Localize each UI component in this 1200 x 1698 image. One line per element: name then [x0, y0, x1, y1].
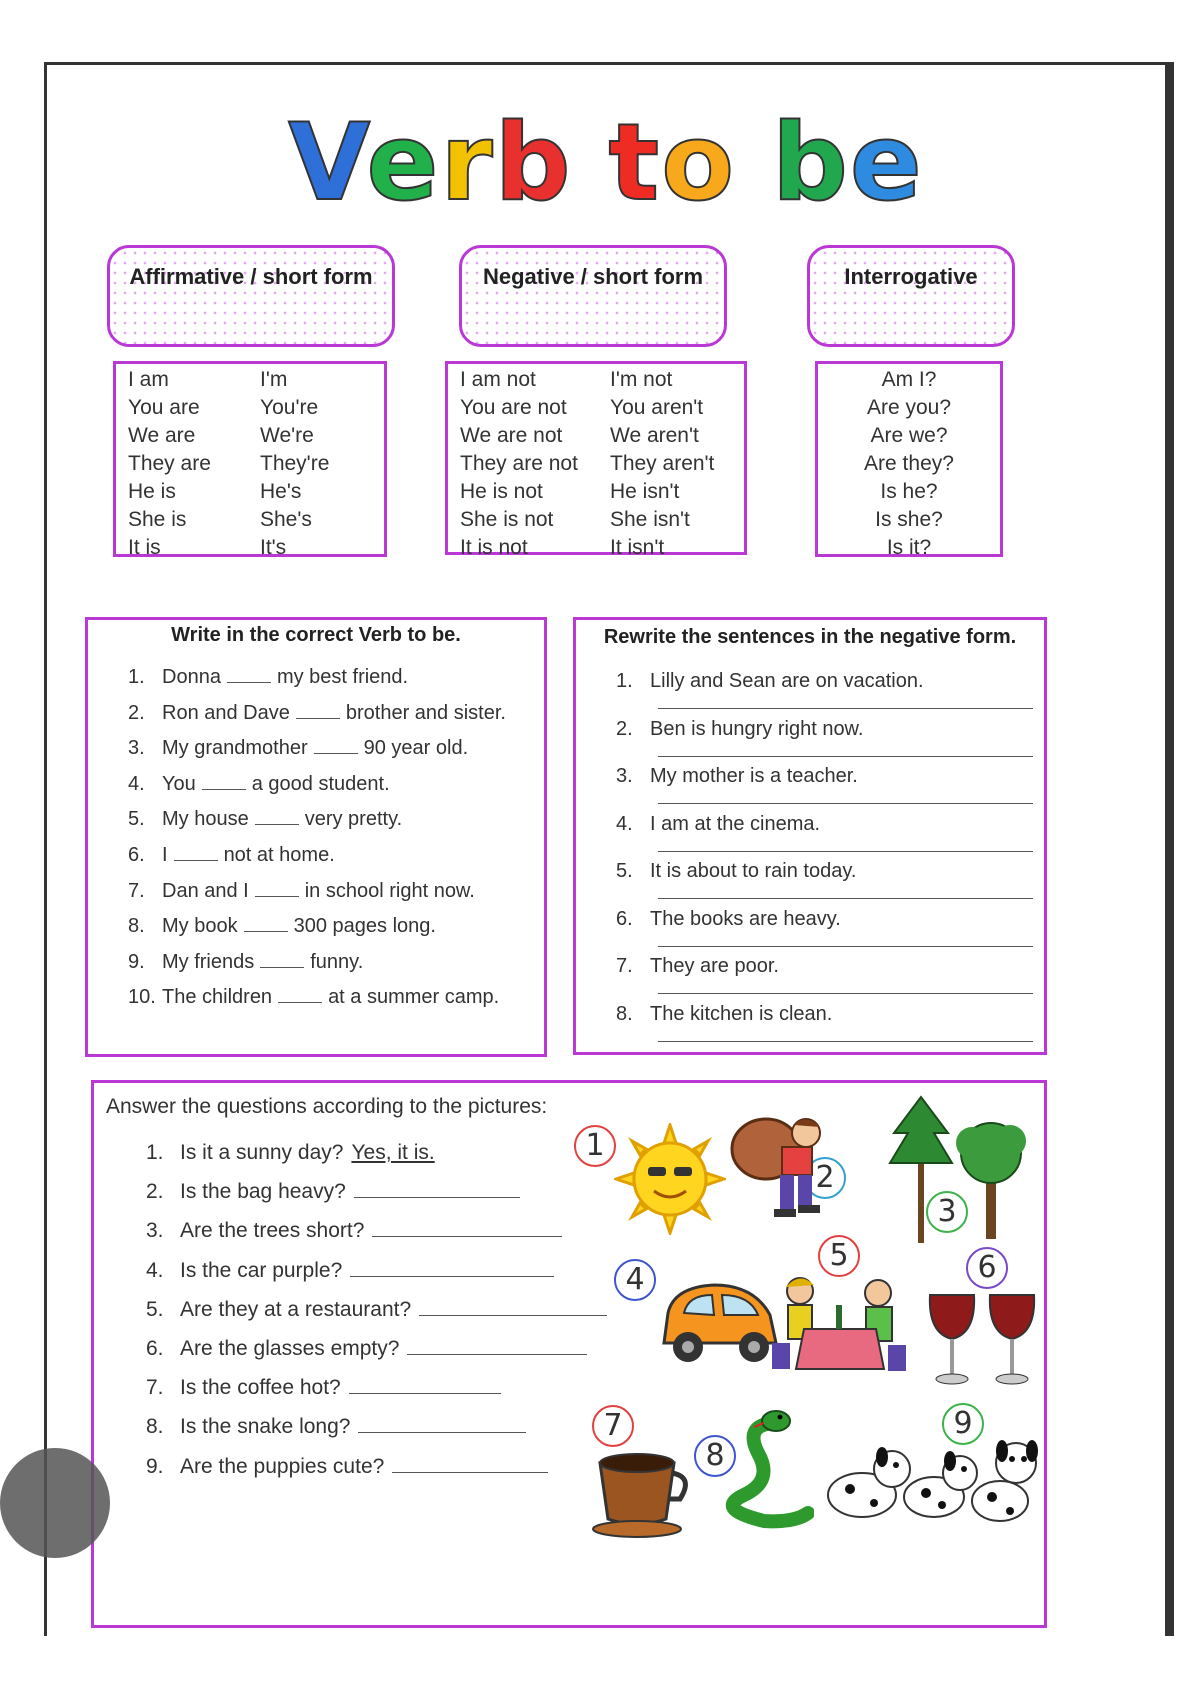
negative-table	[445, 361, 747, 559]
conjugation-row	[116, 506, 384, 534]
exercise-correct-verb	[85, 617, 547, 1057]
full-form: It is not	[460, 536, 528, 559]
item-number: 5.	[128, 808, 145, 831]
question-form: Is she?	[875, 508, 943, 531]
title-letter: e	[849, 101, 924, 224]
sun-icon	[614, 1123, 726, 1235]
answer-blank[interactable]	[358, 1431, 526, 1433]
picture-number: 4	[614, 1259, 656, 1301]
question-form: Is it?	[886, 536, 932, 559]
sentence-start: I	[162, 844, 168, 866]
question: Are the glasses empty?	[180, 1337, 400, 1360]
item-number: 10.	[128, 986, 156, 1009]
short-form: We aren't	[610, 424, 699, 447]
exercise3-item	[146, 1376, 501, 1400]
item-number: 7.	[616, 955, 633, 977]
exercise2-item	[616, 1003, 832, 1026]
picture-number: 3	[926, 1191, 968, 1233]
exercise-negative-form	[573, 617, 1047, 1055]
exercise3-item	[146, 1415, 526, 1439]
trees-icon	[884, 1093, 1034, 1243]
item-number: 3.	[146, 1219, 164, 1243]
exercise3-item	[146, 1337, 587, 1361]
conjugation-row	[448, 394, 744, 422]
answer-blank[interactable]	[278, 1001, 322, 1003]
answer-line[interactable]	[658, 756, 1033, 757]
sentence: My mother is a teacher.	[650, 765, 858, 787]
item-number: 8.	[146, 1415, 164, 1439]
item-number: 1.	[128, 666, 145, 688]
full-form: They are	[128, 452, 211, 475]
answer-blank[interactable]	[227, 681, 271, 683]
answer-blank[interactable]	[350, 1275, 554, 1277]
puppies-icon	[822, 1423, 1042, 1533]
sentence-end: 90 year old.	[363, 737, 469, 760]
sentence: Lilly and Sean are on vacation.	[650, 670, 924, 692]
sentence: The kitchen is clean.	[650, 1002, 833, 1025]
sentence: The books are heavy.	[650, 907, 841, 930]
title-letter: r	[440, 101, 495, 224]
title-letter: V	[288, 101, 367, 224]
full-form: We are	[128, 424, 196, 447]
sentence-start: Dan and I	[162, 879, 249, 902]
question: Are the trees short?	[180, 1219, 365, 1243]
sentence-end: a good student.	[251, 772, 390, 795]
exercise2-item	[616, 765, 858, 788]
exercise1-item	[128, 773, 390, 796]
exercise1-item	[128, 915, 436, 938]
sentence-start: You	[162, 772, 196, 795]
conjugation-row	[448, 534, 744, 562]
title-letter: e	[366, 101, 441, 224]
answer-line[interactable]	[658, 1041, 1033, 1042]
short-form: It's	[260, 536, 287, 559]
item-number: 9.	[128, 950, 145, 973]
sentence-end: my best friend.	[276, 666, 409, 688]
answer-blank[interactable]	[202, 788, 246, 790]
affirmative-header-label: Affirmative / short form	[129, 264, 373, 289]
exercise3-item	[146, 1180, 520, 1204]
sentence-start: Donna	[162, 666, 221, 688]
item-number: 2.	[616, 717, 633, 740]
exercise2-item	[616, 718, 863, 741]
coffee-cup-icon	[590, 1433, 700, 1543]
short-form: She isn't	[610, 508, 690, 531]
exercise1-item	[128, 844, 335, 867]
item-number: 3.	[128, 737, 145, 760]
short-form: You're	[260, 396, 319, 419]
conjugation-row	[116, 366, 384, 394]
answer-line[interactable]	[658, 708, 1033, 709]
title-letter: o	[661, 101, 737, 224]
negative-header-label: Negative / short form	[482, 264, 704, 289]
item-number: 1.	[616, 670, 633, 692]
conjugation-row	[116, 450, 384, 478]
question-form: Are they?	[864, 452, 954, 475]
item-number: 4.	[128, 772, 145, 795]
picture-number: 7	[592, 1405, 634, 1447]
short-form: You aren't	[610, 396, 704, 419]
question: Is the coffee hot?	[180, 1376, 341, 1400]
item-number: 2.	[128, 701, 145, 724]
title-letter: t	[608, 101, 662, 224]
negative-header	[459, 245, 727, 347]
sentence-end: funny.	[310, 950, 364, 973]
picture-number: 9	[942, 1403, 984, 1445]
item-number: 2.	[146, 1180, 164, 1204]
item-number: 5.	[616, 860, 633, 882]
item-number: 3.	[616, 765, 633, 787]
answer-line[interactable]	[658, 851, 1033, 852]
title-letter: b	[772, 101, 850, 224]
worksheet	[44, 62, 1168, 1646]
item-number: 8.	[128, 915, 145, 938]
sentence-start: The children	[162, 986, 273, 1009]
answer-blank[interactable]	[354, 1196, 520, 1198]
exercise2-item	[616, 908, 841, 931]
exercise1-item	[128, 880, 475, 903]
question: Are the puppies cute?	[180, 1454, 385, 1478]
exercise1-item	[128, 951, 363, 974]
conjugation-row	[448, 478, 744, 506]
answer-text: Yes, it is.	[351, 1141, 435, 1164]
conjugation-row	[116, 534, 384, 562]
exercise1-item	[128, 808, 402, 831]
exercise2-item	[616, 955, 779, 978]
interrogative-header-label: Interrogative	[844, 264, 978, 289]
short-form: She's	[260, 508, 312, 531]
sentence: I am at the cinema.	[650, 812, 821, 835]
sentence-end: not at home.	[223, 844, 335, 866]
question-form: Is he?	[880, 480, 938, 503]
full-form: You are	[128, 396, 200, 419]
conjugation-row	[116, 394, 384, 422]
exercise1-item	[128, 986, 499, 1009]
full-form: We are not	[460, 424, 563, 447]
item-number: 6.	[616, 907, 633, 930]
exercise3-item	[146, 1298, 607, 1322]
title-letter: b	[494, 101, 573, 224]
sentence-start: My house	[162, 808, 249, 831]
full-form: He is	[128, 480, 176, 503]
conjugation-row	[116, 478, 384, 506]
full-form: He is not	[460, 480, 543, 503]
question: Is it a sunny day?	[180, 1141, 344, 1164]
question: Are they at a restaurant?	[180, 1297, 412, 1321]
answer-line[interactable]	[658, 946, 1033, 947]
short-form: They aren't	[610, 452, 715, 475]
picture-number: 8	[694, 1435, 736, 1477]
item-number: 6.	[128, 844, 145, 866]
answer-blank[interactable]	[244, 930, 288, 932]
sentence-start: My friends	[162, 950, 255, 973]
interrogative-table	[815, 361, 1003, 557]
sentence-end: at a summer camp.	[328, 986, 500, 1009]
conjugation-row	[448, 506, 744, 534]
answer-blank[interactable]	[296, 717, 340, 719]
exercise1-item	[128, 702, 506, 725]
item-number: 8.	[616, 1002, 633, 1025]
full-form: I am not	[460, 368, 536, 391]
item-number: 4.	[146, 1258, 164, 1282]
answer-blank[interactable]	[174, 859, 218, 861]
short-form: They're	[260, 452, 330, 475]
overlay-bubble	[0, 1448, 110, 1558]
picture-number: 2	[804, 1157, 846, 1199]
answer-blank[interactable]	[255, 895, 299, 897]
short-form: He's	[260, 480, 302, 503]
conjugation-row	[448, 366, 744, 394]
snake-icon	[704, 1403, 814, 1533]
exercise-picture-questions	[91, 1080, 1047, 1628]
short-form: It isn't	[610, 536, 665, 559]
short-form: I'm not	[610, 368, 673, 391]
answer-blank[interactable]	[419, 1314, 607, 1316]
item-number: 6.	[146, 1337, 164, 1360]
page-title	[47, 101, 1165, 224]
short-form: I'm	[260, 368, 288, 391]
item-number: 5.	[146, 1297, 164, 1321]
sentence-end: 300 pages long.	[293, 915, 436, 938]
sentence-end: brother and sister.	[345, 701, 506, 724]
sentence: Ben is hungry right now.	[650, 717, 864, 740]
sentence-start: My grandmother	[162, 737, 308, 760]
answer-blank[interactable]	[392, 1471, 548, 1473]
answer-blank[interactable]	[407, 1353, 587, 1355]
full-form: She is	[128, 508, 187, 531]
conjugation-row	[448, 422, 744, 450]
bottom-margin	[0, 1636, 1200, 1698]
question-form: Are we?	[870, 424, 948, 447]
question-form: Am I?	[881, 368, 937, 391]
question: Is the car purple?	[180, 1258, 343, 1282]
item-number: 7.	[146, 1376, 164, 1400]
exercise1-title: Write in the correct Verb to be.	[171, 624, 461, 646]
sentence: It is about to rain today.	[650, 860, 857, 882]
full-form: I am	[128, 368, 169, 391]
affirmative-table	[113, 361, 387, 557]
exercise2-item	[616, 813, 820, 836]
answer-blank[interactable]	[372, 1235, 562, 1237]
conjugation-row	[116, 422, 384, 450]
answer-blank[interactable]	[314, 752, 358, 754]
exercise2-item	[616, 670, 924, 693]
exercise3-title: Answer the questions according to the pictures:	[106, 1095, 548, 1118]
exercise3-item	[146, 1141, 435, 1165]
conjugation-row	[448, 450, 744, 478]
exercise2-item	[616, 860, 856, 883]
exercise3-item	[146, 1455, 548, 1479]
item-number: 4.	[616, 812, 633, 835]
exercise1-item	[128, 666, 408, 689]
full-form: They are not	[460, 452, 578, 475]
exercise2-title: Rewrite the sentences in the negative form.	[603, 626, 1017, 648]
exercise1-item	[128, 737, 468, 760]
sentence-end: in school right now.	[304, 879, 475, 902]
item-number: 1.	[146, 1141, 164, 1164]
short-form: He isn't	[610, 480, 680, 503]
wine-glasses-icon	[924, 1283, 1044, 1393]
item-number: 9.	[146, 1454, 164, 1478]
sentence-start: My book	[162, 915, 238, 938]
interrogative-header	[807, 245, 1015, 347]
item-number: 7.	[128, 879, 145, 902]
sentence-end: very pretty.	[304, 808, 403, 831]
exercise3-item	[146, 1219, 562, 1243]
boy-backpack-icon	[724, 1107, 834, 1227]
full-form: She is not	[460, 508, 554, 531]
exercise3-item	[146, 1259, 554, 1283]
picture-number: 5	[818, 1235, 860, 1277]
affirmative-header	[107, 245, 395, 347]
answer-blank[interactable]	[349, 1392, 501, 1394]
picture-number: 1	[574, 1125, 616, 1167]
picture-number: 6	[966, 1247, 1008, 1289]
question: Is the snake long?	[180, 1415, 351, 1439]
full-form: It is	[128, 536, 161, 559]
sentence: They are poor.	[650, 955, 779, 977]
answer-blank[interactable]	[260, 966, 304, 968]
answer-line[interactable]	[658, 993, 1033, 994]
answer-line[interactable]	[658, 803, 1033, 804]
short-form: We're	[260, 424, 314, 447]
restaurant-couple-icon	[764, 1265, 914, 1385]
question-form: Are you?	[866, 396, 952, 419]
full-form: You are not	[460, 396, 567, 419]
answer-line[interactable]	[658, 898, 1033, 899]
question: Is the bag heavy?	[180, 1180, 346, 1204]
answer-blank[interactable]	[255, 823, 299, 825]
sentence-start: Ron and Dave	[162, 701, 290, 724]
